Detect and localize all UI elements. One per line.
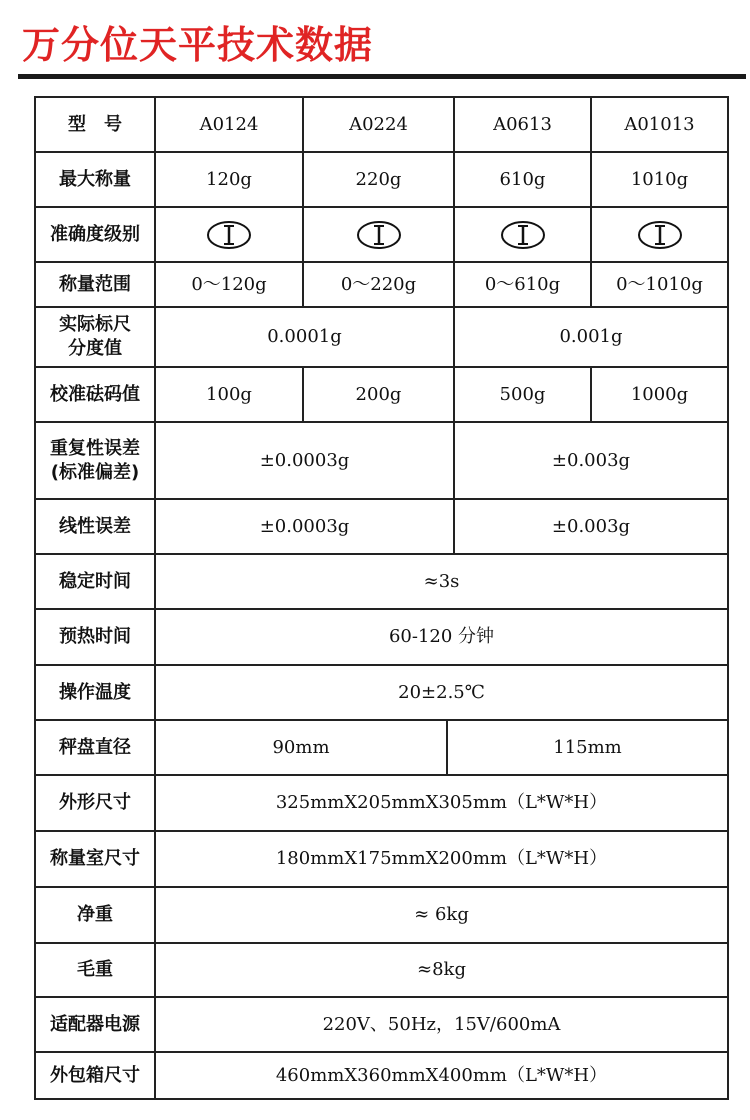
- row-repeatability: [36, 423, 727, 500]
- model-a0224: A0224: [304, 98, 455, 151]
- weighing-range-value: 0～220g: [304, 263, 455, 306]
- operating-temp-label: 操作温度: [36, 666, 156, 719]
- repeatability-label-line2: (标准偏差): [50, 461, 140, 483]
- accuracy-class-I-icon: [156, 208, 304, 261]
- repeatability-value: ±0.003g: [551, 449, 631, 471]
- accuracy-class-I-icon: [304, 208, 455, 261]
- net-weight-label: 净重: [36, 888, 156, 942]
- calibration-weight-label: 校准砝码值: [36, 368, 156, 421]
- linearity-value: ±0.003g: [551, 515, 631, 537]
- chamber-size-label: 称量室尺寸: [36, 832, 156, 886]
- warmup-time-value: 60-120 分钟: [388, 626, 495, 647]
- scale-division-label: [36, 308, 156, 366]
- repeatability-value: ±0.0003g: [156, 423, 455, 498]
- adapter-value: 220V、50Hz，15V/600mA: [322, 1013, 561, 1035]
- row-adapter: [36, 998, 727, 1053]
- max-capacity-label: 最大称量: [36, 153, 156, 206]
- spec-table: [34, 96, 729, 1100]
- row-package-size: [36, 1053, 727, 1098]
- scale-division-value: 0.001g: [559, 326, 623, 347]
- accuracy-class-I-icon: [455, 208, 592, 261]
- row-net-weight: [36, 888, 727, 944]
- gross-weight-value: ≈8kg: [417, 959, 466, 980]
- row-gross-weight: [36, 944, 727, 998]
- linearity-label: 线性误差: [36, 500, 156, 553]
- chamber-size-value: 180mmX175mmX200mm（L*W*H）: [275, 848, 608, 869]
- row-accuracy-class: [36, 208, 727, 263]
- max-capacity-value: 610g: [455, 153, 592, 206]
- row-pan-diameter: [36, 721, 727, 776]
- pan-diameter-label: 秤盘直径: [36, 721, 156, 774]
- row-stabilization-time: [36, 555, 727, 610]
- calibration-weight-value: 500g: [455, 368, 592, 421]
- page-title: 万分位天平技术数据: [22, 23, 374, 67]
- accuracy-class-I-icon: [592, 208, 727, 261]
- max-capacity-value: 220g: [304, 153, 455, 206]
- calibration-weight-value: 1000g: [630, 383, 689, 405]
- dimensions-value: 325mmX205mmX305mm（L*W*H）: [275, 792, 608, 813]
- operating-temp-value: 20±2.5℃: [398, 681, 485, 703]
- row-linearity: [36, 500, 727, 555]
- weighing-range-value: 0～120g: [156, 263, 304, 306]
- pan-diameter-value: 90mm: [156, 721, 448, 774]
- max-capacity-value: 120g: [156, 153, 304, 206]
- net-weight-value: ≈ 6kg: [414, 904, 469, 925]
- repeatability-label-line1: 重复性误差: [50, 437, 140, 459]
- calibration-weight-value: 100g: [156, 368, 304, 421]
- max-capacity-value: 1010g: [630, 168, 689, 190]
- row-scale-division: [36, 308, 727, 368]
- model-label: 型 号: [36, 98, 156, 151]
- row-chamber-size: [36, 832, 727, 888]
- row-max-capacity: [36, 153, 727, 208]
- stabilization-time-label: 稳定时间: [36, 555, 156, 608]
- scale-division-value: 0.0001g: [156, 308, 455, 366]
- linearity-value: ±0.0003g: [156, 500, 455, 553]
- row-calibration-weight: [36, 368, 727, 423]
- row-weighing-range: [36, 263, 727, 308]
- package-size-label: 外包箱尺寸: [36, 1053, 156, 1098]
- model-a0613: A0613: [455, 98, 592, 151]
- gross-weight-label: 毛重: [36, 944, 156, 996]
- stabilization-time-value: ≈3s: [423, 570, 460, 592]
- package-size-value: 460mmX360mmX400mm（L*W*H）: [275, 1064, 608, 1086]
- row-model: [36, 98, 727, 153]
- dimensions-label: 外形尺寸: [36, 776, 156, 830]
- warmup-time-label: 预热时间: [36, 610, 156, 664]
- accuracy-class-label: 准确度级别: [36, 208, 156, 261]
- model-a01013: A01013: [624, 113, 695, 135]
- model-a0124: A0124: [156, 98, 304, 151]
- row-dimensions: [36, 776, 727, 832]
- repeatability-label: [36, 423, 156, 498]
- pan-diameter-value: 115mm: [553, 736, 622, 758]
- calibration-weight-value: 200g: [304, 368, 455, 421]
- row-warmup-time: [36, 610, 727, 666]
- scale-division-label-line2: 分度值: [68, 338, 122, 359]
- weighing-range-label: 称量范围: [36, 263, 156, 306]
- scale-division-label-line1: 实际标尺: [59, 314, 131, 335]
- title-underline: [18, 74, 746, 79]
- weighing-range-value: 0～1010g: [616, 273, 703, 295]
- adapter-label: 适配器电源: [36, 998, 156, 1051]
- weighing-range-value: 0～610g: [455, 263, 592, 306]
- row-operating-temp: [36, 666, 727, 721]
